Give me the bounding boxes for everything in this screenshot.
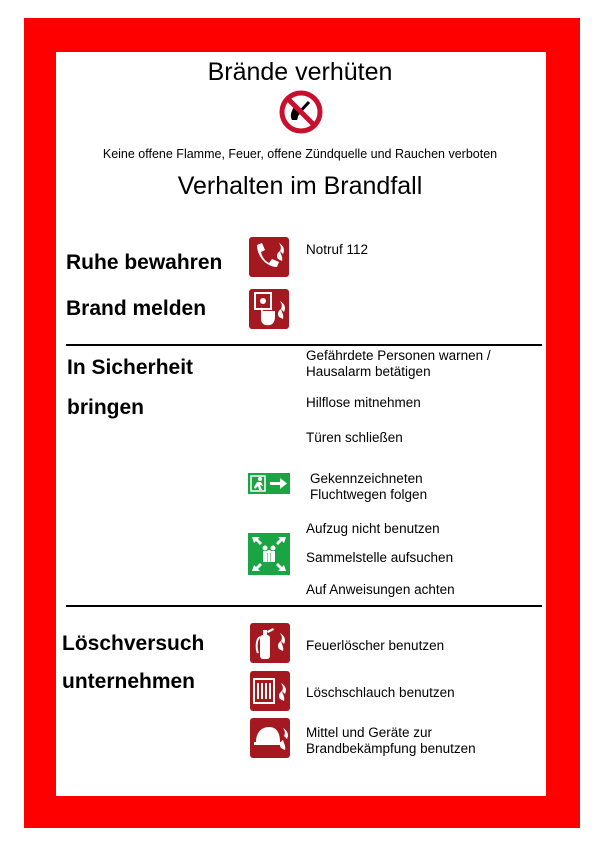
heading-bring-to-safety-line2: bringen (67, 396, 144, 419)
fire-extinguisher-icon (250, 623, 290, 663)
heading-extinguish-line1: Löschversuch (62, 632, 205, 655)
safety-item-warn-line2: Hausalarm betätigen (306, 364, 431, 379)
safety-item-instructions: Auf Anweisungen achten (306, 582, 455, 597)
emergency-number-text: Notruf 112 (306, 242, 369, 257)
fire-phone-icon (249, 237, 289, 277)
extinguish-item-equipment-line2: Brandbekämpfung benutzen (306, 741, 476, 756)
safety-item-warn-line1: Gefährdete Personen warnen / (306, 348, 491, 363)
safety-item-escape-line2: Fluchtwegen folgen (310, 487, 428, 502)
escape-route-icon (248, 473, 290, 494)
assembly-point-icon (248, 533, 290, 575)
heading-stay-calm: Ruhe bewahren (66, 251, 223, 274)
heading-extinguish-line2: unternehmen (62, 670, 196, 693)
safety-item-doors: Türen schließen (306, 430, 403, 445)
extinguish-item-hose: Löschschlauch benutzen (306, 685, 455, 700)
title-behavior-in-fire: Verhalten im Brandfall (177, 172, 423, 200)
safety-item-escape-line1: Gekennzeichneten (310, 471, 423, 486)
fire-alarm-button-icon (249, 289, 289, 329)
firefighting-equipment-icon (250, 718, 290, 758)
no-open-flame-icon (279, 90, 323, 134)
divider-1 (66, 344, 542, 346)
fire-hose-icon (250, 671, 290, 711)
safety-item-assembly: Sammelstelle aufsuchen (306, 550, 454, 565)
divider-2 (66, 605, 542, 607)
safety-item-help: Hilflose mitnehmen (306, 395, 421, 410)
extinguish-item-equipment-line1: Mittel und Geräte zur (306, 725, 433, 740)
heading-bring-to-safety-line1: In Sicherheit (67, 356, 194, 379)
safety-item-elevator: Aufzug nicht benutzen (306, 521, 440, 536)
title-prevent-fires: Brände verhüten (207, 58, 393, 86)
prohibition-text: Keine offene Flamme, Feuer, offene Zündquelle und Rauchen verboten (102, 147, 498, 161)
extinguish-item-extinguisher: Feuerlöscher benutzen (306, 638, 445, 653)
heading-report-fire: Brand melden (66, 297, 207, 320)
